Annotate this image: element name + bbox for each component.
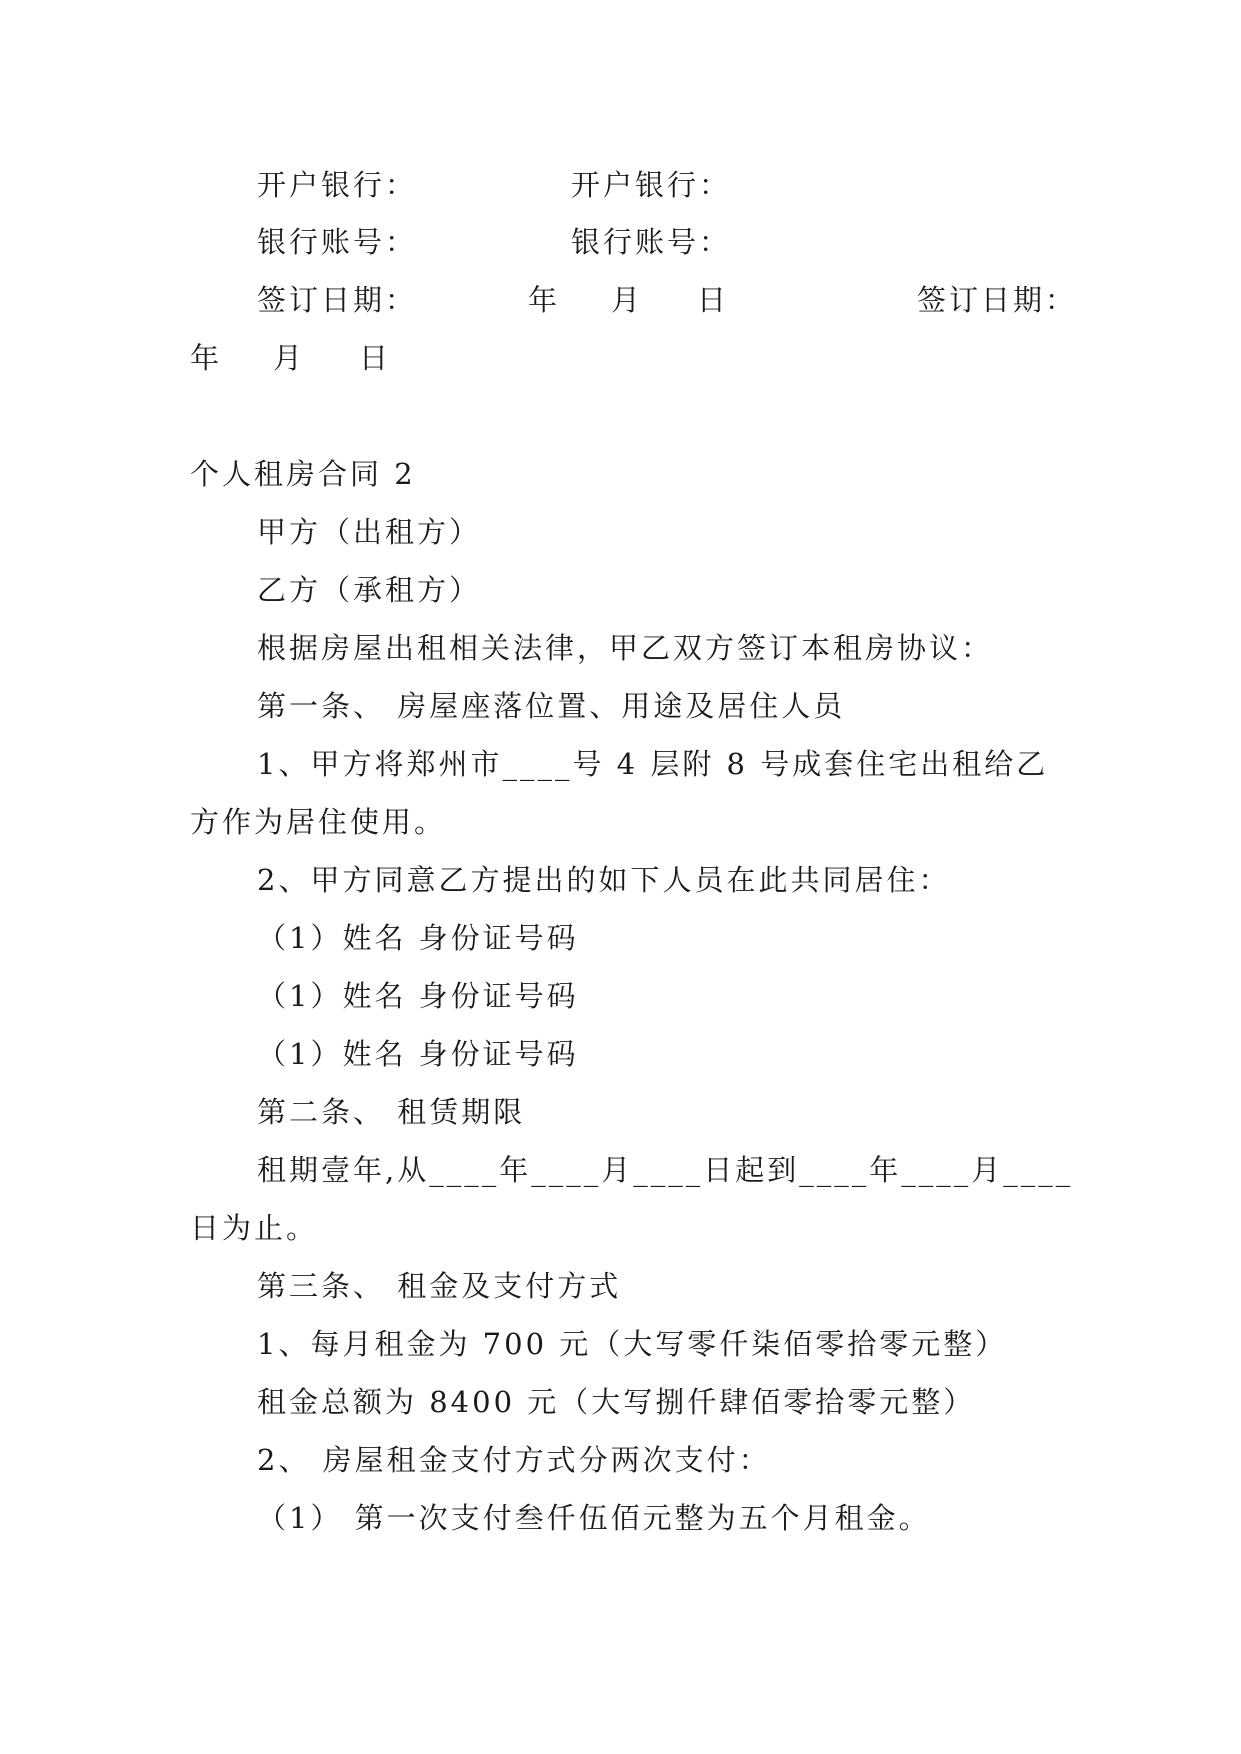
term-line1: 租期壹年,从____年____月____日起到____年____月____ bbox=[257, 1153, 1074, 1187]
rent-item1: 1、每月租金为 700 元（大写零仟柒佰零拾零元整） bbox=[257, 1327, 1008, 1361]
date-right-label: 签订日期： bbox=[917, 283, 1078, 317]
resident-2: （1）姓名 身份证号码 bbox=[257, 979, 579, 1013]
date-right-month: 月 bbox=[273, 341, 306, 375]
resident-3: （1）姓名 身份证号码 bbox=[257, 1037, 579, 1071]
date-left-year: 年 bbox=[528, 283, 561, 317]
account-left-label: 银行账号： bbox=[257, 225, 418, 259]
party-a: 甲方（出租方） bbox=[257, 515, 482, 549]
date-right-year: 年 bbox=[190, 341, 223, 375]
article2-title: 第二条、 租赁期限 bbox=[257, 1095, 526, 1129]
resident-1: （1）姓名 身份证号码 bbox=[257, 921, 579, 955]
article1-item2: 2、甲方同意乙方提出的如下人员在此共同居住： bbox=[257, 863, 951, 897]
bank-left-label: 开户银行： bbox=[257, 168, 418, 202]
date-left-month: 月 bbox=[611, 283, 644, 317]
date-left-day: 日 bbox=[697, 283, 730, 317]
date-right-day: 日 bbox=[359, 341, 392, 375]
payment-1: （1） 第一次支付叁仟伍佰元整为五个月租金。 bbox=[257, 1501, 931, 1535]
bank-right-label: 开户银行： bbox=[571, 168, 732, 202]
article3-title: 第三条、 租金及支付方式 bbox=[257, 1269, 622, 1303]
rent-item2: 2、 房屋租金支付方式分两次支付： bbox=[257, 1443, 771, 1477]
date-left-label: 签订日期： bbox=[257, 283, 418, 317]
article1-title: 第一条、 房屋座落位置、用途及居住人员 bbox=[257, 689, 846, 723]
article1-item1-line2: 方作为居住使用。 bbox=[190, 805, 447, 839]
article1-item1-line1: 1、甲方将郑州市____号 4 层附 8 号成套住宅出租给乙 bbox=[257, 747, 1049, 781]
preamble: 根据房屋出租相关法律，甲乙双方签订本租房协议： bbox=[257, 631, 994, 665]
party-b: 乙方（承租方） bbox=[257, 573, 482, 607]
account-right-label: 银行账号： bbox=[571, 225, 732, 259]
term-line2: 日为止。 bbox=[190, 1211, 319, 1245]
rent-total: 租金总额为 8400 元（大写捌仟肆佰零拾零元整） bbox=[257, 1385, 976, 1419]
contract-title: 个人租房合同 2 bbox=[190, 457, 416, 491]
